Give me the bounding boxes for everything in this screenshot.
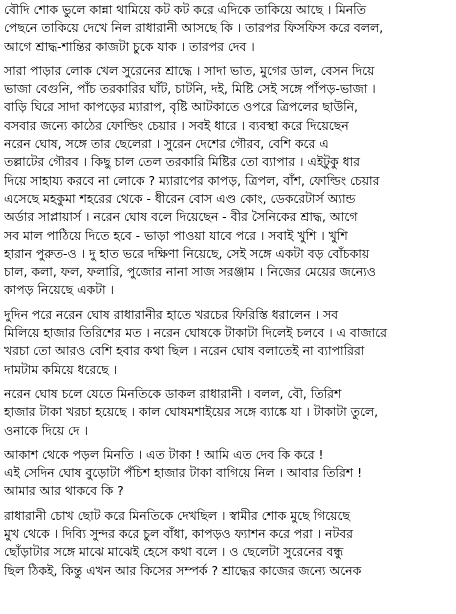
text-line: আকাশ থেকে পড়ল মিনতি । এত টাকা ! আমি এত দেব কি করে ! (4, 446, 324, 462)
paragraph-3 (4, 306, 452, 379)
text-line: ছোঁড়াটার সঙ্গে মাঝে মাঝেই হেসে কথা বলে । ও ছেলেটা সুরেনের বন্ধু (4, 544, 344, 560)
text-line: এসেছে মহকুমা শহরের থেকে - ধীরেন বোস এণ্ড কোং, ডেকরেটার্স অ্যান্ড (4, 190, 356, 206)
text-line: সব মাল পাঠিয়ে দিতে হবে - ভাড়া পাওয়া যাবে পরে । সবাই খুশি । খুশি (4, 227, 348, 243)
text-line: অর্ডার সাপ্লায়ার্স । নরেন ঘোষ বলে দিয়েছেন - বীর সৈনিকের শ্রাদ্ধ, আগে (4, 209, 358, 225)
text-line: নরেন ঘোষ, সঙ্গে তার ছেলেরা । সুরেন দেশের গৌরব, বেশি করে এ (4, 136, 329, 152)
text-line: কাপড় নিয়েছে একটা । (4, 282, 114, 298)
text-line: দুদিন পরে নরেন ঘোষ রাধারানীর হাতে খরচের ফিরিস্তি ধরালেন । সব (4, 306, 339, 322)
text-line: হারান পুরুত-ও । দু হাত ভরে দক্ষিণা নিয়েছে, সেই সঙ্গে একটা বড় বোঁচকায় (4, 245, 370, 261)
paragraph-2 (4, 62, 452, 300)
text-line: চাল, কলা, ফল, ফলারি, পুজোর নানা সাজ সরঞ্জাম । নিজের মেয়ের জন্যেও (4, 264, 376, 280)
text-line: পেছনে তাকিয়ে দেখে নিল রাধারানী আসছে কি । তারপর ফিসফিস করে বলল, (4, 20, 384, 36)
text-line: আমার আর থাকবে কি ? (4, 483, 124, 499)
text-line: দামটাম কমিয়ে ধরেছে । (4, 361, 118, 377)
text-line: বৌদি শোক ভুলে কান্না থামিয়ে কট কট করে এদিকে তাকিয়ে আছে । মিনতি (4, 2, 366, 17)
paragraph-6 (4, 507, 452, 580)
text-line: দিয়ে সাহায্য করবে না লোকে ? ম্যারাপের কাপড়, ত্রিপল, বাঁশ, ফোল্ডিং চেয়ার (4, 172, 380, 188)
text-line: মুখ থেকে । দিব্যি সুন্দর করে চুল বাঁধা, কাপড়ও ফ্যাশন করে পরা । নটবর (4, 526, 353, 542)
text-line: সারা পাড়ার লোক খেল সুরেনের শ্রাদ্ধে । সাদা ভাত, মুগের ডাল, বেসন দিয়ে (4, 62, 375, 78)
text-line: এই সেদিন ঘোষ বুড়োটা পঁচিশ হাজার টাকা বাগিয়ে নিল । আবার তিরিশ ! (4, 465, 363, 481)
text-line: রাধারানী চোখ ছোট করে মিনতিকে দেখছিল । স্বামীর শোক মুছে গিয়েছে (4, 507, 350, 523)
text-line: নরেন ঘোষ চলে যেতে মিনতিকে ডাকল রাধারানী । বলল, বৌ, তিরিশ (4, 385, 342, 401)
paragraph-5 (4, 446, 452, 501)
text-line: খরচা তো আরও বেশি হবার কথা ছিল । নরেন ঘোষ বলাতেই না ব্যাপারিরা (4, 343, 365, 359)
text-line: ছিল ঠিকই, কিন্তু এখন আর কিসের সম্পর্ক ? শ্রাদ্ধের কাজের জন্যে অনেক (4, 562, 362, 578)
text-line: বাড়ি ঘিরে সাদা কাপড়ের ম্যারাপ, বৃষ্টি আটকাতে ওপরে ত্রিপলের ছাউনি, (4, 99, 358, 115)
paragraph-1 (4, 1, 452, 56)
paragraph-4 (4, 385, 452, 440)
text-line: আগে শ্রাদ্ধ-শান্তির কাজটা চুকে যাক । তারপর দেব । (4, 38, 255, 54)
text-line: হাজার টাকা খরচা হয়েছে । কাল ঘোষমশাইয়ের সঙ্গে ব্যাঙ্কে যা । টাকাটা তুলে, (4, 404, 379, 420)
text-line: ওনাকে দিয়ে দে । (4, 422, 88, 438)
text-line: ভাজা বেগুনি, পাঁচ তরকারির ঘাঁট, চাটনি, দই, মিষ্টি সেই সঙ্গে পাঁপড়-ভাজা । (4, 81, 376, 97)
text-line: বসবার জন্যে কাঠের ফোল্ডিং চেয়ার । সবই ধারে । ব্যবস্থা করে দিয়েছেন (4, 117, 349, 133)
text-line: তল্লাটের গৌরব । কিছু চাল তেল তরকারি মিষ্টির তো ব্যাপার । এইটুকু ধার (4, 154, 360, 170)
text-line: মিলিয়ে হাজার তিরিশের মত । নরেন ঘোষকে টাকাটা দিলেই চলবে । এ বাজারে (4, 325, 387, 341)
